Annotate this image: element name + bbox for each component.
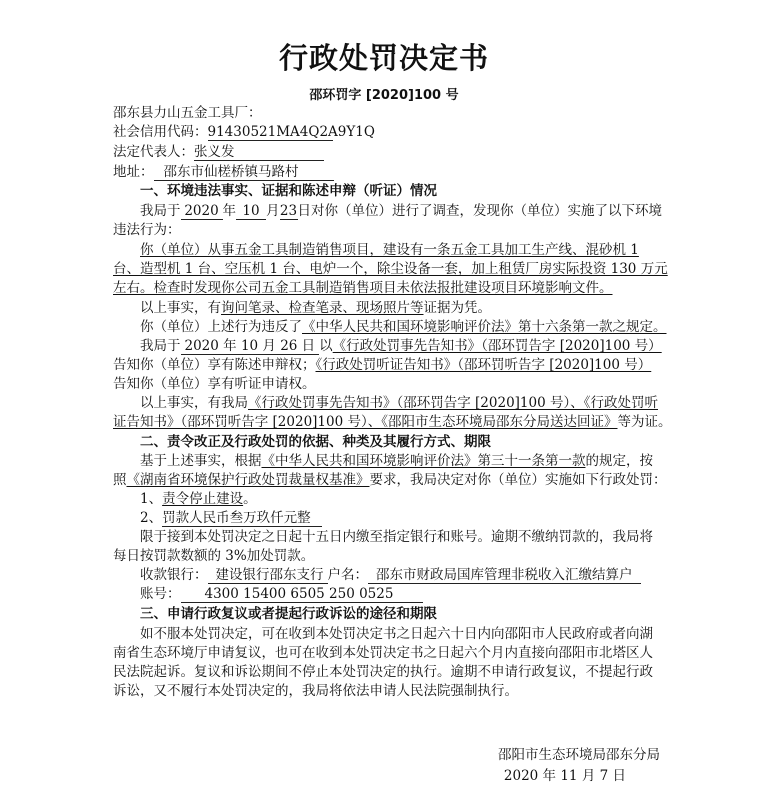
violation-fact-line-2: 台、造型机 1 台、空压机 1 台、电炉一个，除尘设备一套，加上租赁厂房实际投资 130 万元 (113, 261, 668, 277)
hearing-notice-ref: 《行政处罚听证告知书》（邵环罚听告字 [2020]100 号） (315, 357, 652, 373)
notice-date: 2020 年 10 月 26 日 (181, 338, 320, 355)
text: 以 (319, 338, 333, 354)
text: 基于上述事实，根据 (140, 453, 262, 469)
legal-rep-row (113, 143, 324, 162)
discretion-standard: 《湖南省环境保护行政处罚裁量权基准》 (126, 472, 370, 488)
text: 要求，我局决定对你（单位）实施如下行政处罚： (369, 472, 667, 488)
penalty-fine-amount: 罚款人民币叁万玖仟元整 (162, 510, 322, 527)
penalty-law: 《中华人民共和国环境影响评价法》第三十一条第一款 (261, 453, 586, 469)
basis-line-2 (113, 471, 667, 490)
issuing-organization: 邵阳市生态环境局邵东分局 (498, 747, 660, 763)
penalty-item-2 (140, 509, 322, 528)
violation-fact-line-3: 左右。检查时发现你公司五金工具制造销售项目未依法报批建设项目环境影响文件。 (113, 280, 613, 296)
text: 。 (243, 491, 257, 507)
section-3-heading: 三、申请行政复议或者提起行政诉讼的途径和期限 (140, 606, 437, 622)
evidence-line (140, 299, 491, 318)
basis-line-1 (140, 452, 653, 471)
violated-law: 《中华人民共和国环境影响评价法》第十六条第一款之规定。 (302, 319, 667, 335)
account-label: 账号： (140, 586, 181, 602)
address-row (113, 163, 334, 182)
text: 我局于 (140, 203, 181, 219)
address-label: 地址： (113, 164, 154, 180)
advance-notice-ref: 《行政处罚事先告知书》（邵环罚告字 [2020]100 号） (332, 338, 662, 354)
text: 的规定，按 (585, 453, 653, 469)
appeal-line-2: 南省生态环境厅申请复议，也可在收到本处罚决定书之日起六个月内直接向邵阳市北塔区人 (113, 645, 653, 661)
payment-line-2: 每日按罚款数额的 3%加处罚款。 (113, 548, 315, 564)
investigation-year: 2020 (181, 203, 223, 220)
violated-law-line (140, 318, 667, 337)
text: 2、 (140, 510, 163, 526)
payment-line-1: 限于接到本处罚决定之日起十五日内缴至指定银行和账号。逾期不缴纳罚款的，我局将 (140, 529, 653, 545)
text: 你（单位）上述行为违反了 (140, 319, 302, 335)
text: 日对你（单位）进行了调查，发现你（单位）实施了以下环境 (297, 203, 662, 219)
text: 年 (222, 203, 236, 219)
legal-rep-value: 张义发 (194, 144, 324, 161)
text: 照 (113, 472, 127, 488)
violation-fact-line-1: 你（单位）从事五金工具制造销售项目，建设有一条五金工具加工生产线、混砂机 1 (140, 242, 639, 258)
proof-docs-2: 证告知书》（邵环罚听告字 [2020]100 号）、《邵阳市生态环境局邵东分局送达回证》 (113, 414, 618, 430)
appeal-line-4: 诉讼，又不履行本处罚决定的，我局将依法申请人民法院强制执行。 (113, 683, 518, 699)
payee-name: 邵东市财政局国库管理非税收入汇缴结算户 (368, 567, 641, 584)
penalty-item-1 (140, 490, 257, 509)
credit-code-row (113, 123, 375, 142)
account-number: 4300 15400 6505 250 0525 (181, 586, 424, 603)
bank-label: 收款银行： (140, 567, 208, 583)
notice-line-1 (140, 337, 662, 356)
text: 证据为凭。 (423, 300, 491, 316)
bank-name: 建设银行邵东支行 (208, 567, 328, 584)
penalty-stop-construction: 责令停止建设 (162, 491, 244, 507)
notice-line-2 (113, 356, 651, 375)
section-1-heading: 一、环境违法事实、证据和陈述申辩（听证）情况 (140, 183, 437, 199)
section-2-heading: 二、责令改正及行政处罚的依据、种类及其履行方式、期限 (140, 434, 491, 450)
issue-date: 2020 年 11 月 7 日 (503, 768, 626, 784)
text: 我局于 (140, 338, 181, 354)
appeal-line-3: 民法院起诉。复议和诉讼期间不停止本处罚决定的执行。逾期不申请行政复议，不提起行政 (113, 664, 653, 680)
text: 告知你（单位）享有陈述申辩权； (113, 357, 316, 373)
legal-rep-label: 法定代表人： (113, 144, 194, 160)
account-line (140, 585, 423, 604)
text: 1、 (140, 491, 163, 507)
text: 月 (266, 203, 280, 219)
address-value: 邵东市仙槎桥镇马路村 (154, 164, 334, 181)
proof-line-1 (140, 394, 658, 413)
document-number: 邵环罚字 [2020]100 号 (309, 88, 459, 103)
text: 等为证。 (617, 414, 672, 430)
credit-code-value: 91430521MA4Q2A9Y1Q (207, 124, 375, 140)
investigation-month: 10 (236, 203, 266, 220)
notice-line-3: 告知你（单位）享有听证申请权。 (113, 376, 316, 392)
investigation-day: 23 (279, 203, 298, 219)
evidence-list: 询问笔录、检查笔录、现场照片等 (221, 300, 424, 316)
payee-label: 户名： (327, 567, 368, 583)
bank-line (140, 566, 641, 585)
investigation-line-2: 违法行为： (113, 222, 181, 238)
text: 以上事实，有 (140, 300, 221, 316)
document-title: 行政处罚决定书 (278, 41, 489, 75)
proof-line-2 (113, 413, 672, 432)
credit-code-label: 社会信用代码： (113, 124, 208, 140)
investigation-line (140, 202, 662, 221)
text: 以上事实，有我局 (140, 395, 248, 411)
party-name: 邵东县力山五金工具厂： (113, 105, 262, 121)
appeal-line-1: 如不服本处罚决定，可在收到本处罚决定书之日起六十日内向邵阳市人民政府或者向湖 (140, 626, 653, 642)
proof-docs-1: 《行政处罚事先告知书》（邵环罚告字 [2020]100 号）、《行政处罚听 (248, 395, 658, 411)
